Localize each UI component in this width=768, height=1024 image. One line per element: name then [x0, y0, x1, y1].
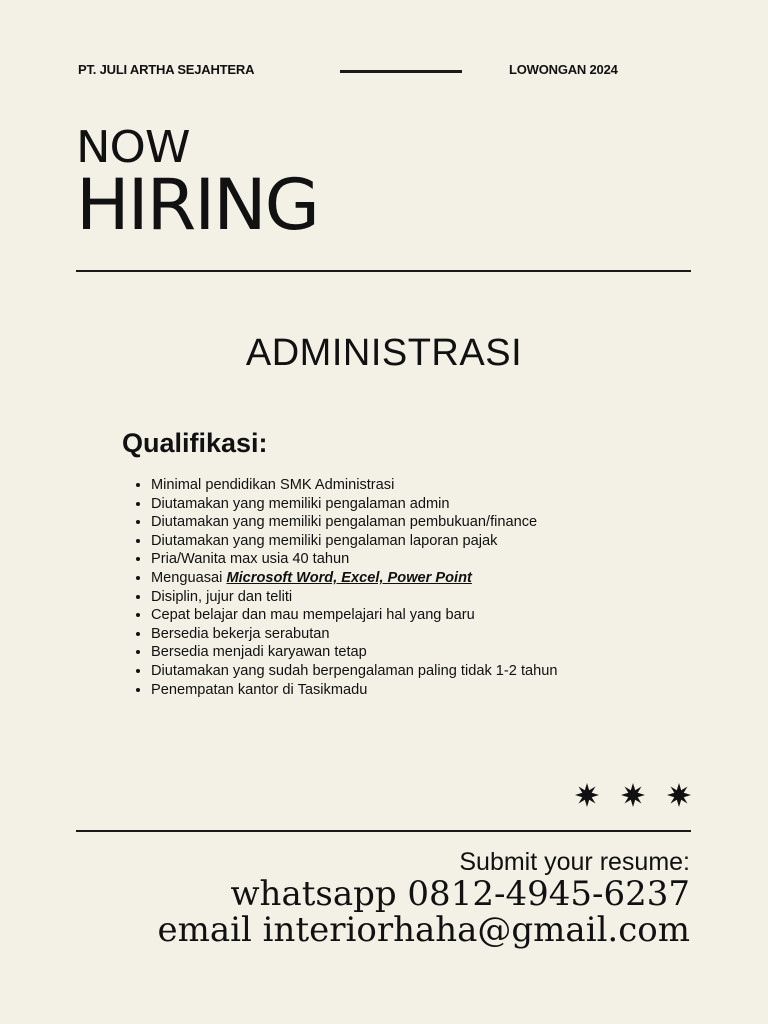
list-item: • Bersedia bekerja serabutan	[151, 625, 581, 644]
company-name: PT. JULI ARTHA SEJAHTERA	[78, 62, 255, 77]
list-item: • Diutamakan yang memiliki pengalaman admin	[151, 495, 581, 514]
email-contact[interactable]: email interiorhaha@gmail.com	[157, 910, 690, 950]
software-prefix: Menguasai	[151, 569, 227, 586]
top-bar	[78, 62, 690, 82]
hero-now: NOW	[76, 122, 190, 173]
hero-hiring: HIRING	[76, 164, 318, 246]
star-icon	[574, 782, 600, 808]
list-item: • Bersedia menjadi karyawan tetap	[151, 643, 581, 662]
submit-resume-label: Submit your resume:	[459, 848, 690, 876]
star-icon	[666, 782, 692, 808]
star-icon	[620, 782, 646, 808]
list-item: • Cepat belajar dan mau mempelajari hal yang baru	[151, 606, 581, 625]
decorative-stars	[574, 782, 694, 810]
qualifications-title: Qualifikasi:	[122, 428, 268, 458]
list-item: • Pria/Wanita max usia 40 tahun	[151, 550, 581, 569]
list-item: • Penempatan kantor di Tasikmadu	[151, 681, 581, 700]
list-item: • Disiplin, jujur dan teliti	[151, 588, 581, 607]
footer-divider	[76, 830, 691, 832]
hero-heading	[76, 122, 318, 246]
top-divider-line	[340, 70, 462, 73]
whatsapp-contact[interactable]: whatsapp 0812-4945-6237	[230, 874, 690, 914]
qualifications-list	[133, 476, 581, 699]
software-emphasis: Microsoft Word, Excel, Power Point	[226, 569, 472, 586]
list-item: • Diutamakan yang memiliki pengalaman pembukuan/finance	[151, 513, 581, 532]
list-item: • Diutamakan yang sudah berpengalaman paling tidak 1-2 tahun	[151, 662, 581, 681]
section-divider	[76, 270, 691, 272]
list-item-software	[151, 569, 581, 588]
list-item: • Minimal pendidikan SMK Administrasi	[151, 476, 581, 495]
position-title: ADMINISTRASI	[245, 332, 523, 374]
vacancy-year-tag: LOWONGAN 2024	[509, 62, 618, 77]
list-item: • Diutamakan yang memiliki pengalaman laporan pajak	[151, 532, 581, 551]
